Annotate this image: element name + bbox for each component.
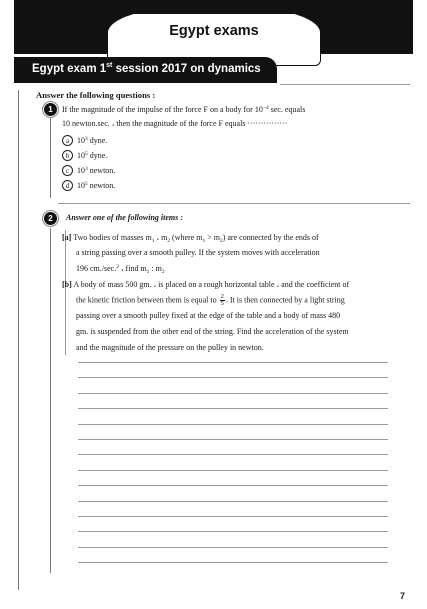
answer-line[interactable] [78,501,388,502]
frame-top-rule [280,84,410,85]
question-divider [58,203,410,204]
answer-line[interactable] [78,393,388,394]
q1-option-b-text: $10^5$ dyne. [77,151,108,160]
answer-line[interactable] [78,562,388,563]
q2-b-line1: [b] A body of mass 500 gm. ، is placed on a rough horizontal table ، and the coefficient of [62,280,350,289]
q1-option-d-letter[interactable]: d [62,180,73,191]
q1-option-c-text: $10^3$ newton. [77,166,116,175]
page-title: Egypt exams [169,23,259,39]
answer-line[interactable] [78,531,388,532]
q2-heading: Answer one of the following items : [66,213,183,222]
q2-bracket [50,228,51,573]
q2-b-line4: gm. is suspended from the other end of the string. Find the acceleration of the system [76,327,349,336]
q1-option-a-text: $10^3$ dyne. [77,136,108,145]
q1-option-a-letter[interactable]: a [62,135,73,146]
q1-number: 1 [44,103,57,116]
q1-option-c-letter[interactable]: c [62,165,73,176]
answer-line[interactable] [78,408,388,409]
answer-line[interactable] [78,424,388,425]
q2-b-line2: the kinetic friction between them is equal to $\frac{2}{5}$ . It is then connected by a light string [76,293,345,307]
section-title: Egypt exam 1st session 2017 on dynamics [32,62,261,75]
q1-text-line2: 10 newton.sec. ، then the magnitude of the force F equals ··············· [62,119,288,128]
q1-text-line1: If the magnitude of the impulse of the force F on a body for $10^{-4}$ sec. equals [62,105,306,114]
q2-b-line3: passing over a smooth pulley fixed at the edge of the table and a body of mass 480 [76,311,341,320]
friction-fraction: $\frac{2}{5}$ [220,293,224,307]
answer-line[interactable] [78,377,388,378]
q1-option-b-letter[interactable]: b [62,150,73,161]
answer-line[interactable] [78,362,388,363]
answer-line[interactable] [78,454,388,455]
q2-number: 2 [44,212,57,225]
answer-line[interactable] [78,439,388,440]
answer-line[interactable] [78,470,388,471]
frame-left [18,90,19,590]
q1-bracket [50,118,51,198]
page-number: 7 [399,591,405,601]
q1-option-d-text: $10^5$ newton. [77,181,116,190]
q2-a-line2: a string passing over a smooth pulley. If the system moves with acceleration [76,248,320,257]
q2-a-line3: 196 cm./sec.$^2$ ، find $m_1$ : $m_2$ [76,264,165,275]
answer-line[interactable] [78,485,388,486]
q2-item-bracket [65,230,66,355]
q2-a-line1: [a] Two bodies of masses $m_1$ ، $m_2$ (where $m_1 > m_2$) are connected by the ends of [62,233,319,244]
instructions: Answer the following questions : [36,90,156,100]
q2-b-line5: and the magnitude of the pressure on the pulley in newton. [76,343,264,352]
answer-line[interactable] [78,547,388,548]
answer-line[interactable] [78,516,388,517]
